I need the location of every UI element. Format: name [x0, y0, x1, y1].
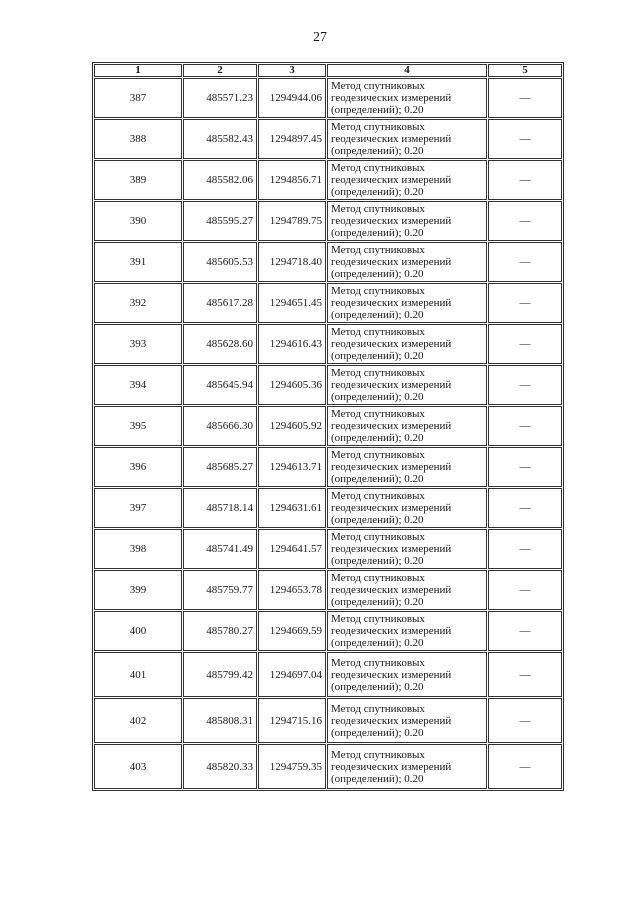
- page-number: 27: [313, 30, 327, 45]
- method-cell: [327, 698, 487, 743]
- table-header-row: [94, 64, 562, 77]
- method-cell: [327, 119, 487, 159]
- column-5-dash-cell: —: [488, 698, 562, 743]
- point-number-cell: 395: [94, 406, 182, 446]
- x-coordinate-cell: 485666.30: [183, 406, 257, 446]
- method-cell: [327, 78, 487, 118]
- method-line-1: Метод спутниковых: [331, 572, 425, 584]
- y-coordinate-cell: 1294605.92: [258, 406, 326, 446]
- method-line-2: геодезических измерений: [331, 543, 452, 555]
- method-line-3: (определений); 0.20: [331, 596, 424, 608]
- x-coordinate-cell: 485741.49: [183, 529, 257, 569]
- method-line-2: геодезических измерений: [331, 256, 452, 268]
- column-5-dash-cell: —: [488, 406, 562, 446]
- y-coordinate-cell: 1294613.71: [258, 447, 326, 487]
- method-line-2: геодезических измерений: [331, 174, 452, 186]
- y-coordinate-cell: 1294631.61: [258, 488, 326, 528]
- method-line-1: Метод спутниковых: [331, 285, 425, 297]
- method-cell: [327, 160, 487, 200]
- method-line-2: геодезических измерений: [331, 420, 452, 432]
- x-coordinate-cell: 485628.60: [183, 324, 257, 364]
- x-coordinate-cell: 485645.94: [183, 365, 257, 405]
- table-row: [94, 698, 562, 743]
- x-coordinate-cell: 485820.33: [183, 744, 257, 789]
- header-col-4: 4: [327, 64, 487, 77]
- y-coordinate-cell: 1294651.45: [258, 283, 326, 323]
- table-body: [94, 78, 562, 789]
- method-line-2: геодезических измерений: [331, 338, 452, 350]
- column-5-dash-cell: —: [488, 611, 562, 651]
- point-number-cell: 398: [94, 529, 182, 569]
- method-line-3: (определений); 0.20: [331, 432, 424, 444]
- table-row: [94, 283, 562, 323]
- method-line-2: геодезических измерений: [331, 668, 452, 681]
- header-col-5: 5: [488, 64, 562, 77]
- y-coordinate-cell: 1294697.04: [258, 652, 326, 697]
- method-line-1: Метод спутниковых: [331, 326, 425, 338]
- method-cell: [327, 488, 487, 528]
- method-line-2: геодезических измерений: [331, 461, 452, 473]
- table-row: [94, 242, 562, 282]
- method-line-3: (определений); 0.20: [331, 637, 424, 649]
- y-coordinate-cell: 1294897.45: [258, 119, 326, 159]
- y-coordinate-cell: 1294944.06: [258, 78, 326, 118]
- x-coordinate-cell: 485759.77: [183, 570, 257, 610]
- table-row: [94, 78, 562, 118]
- method-line-3: (определений); 0.20: [331, 555, 424, 567]
- method-line-3: (определений); 0.20: [331, 145, 424, 157]
- method-cell: [327, 447, 487, 487]
- method-line-1: Метод спутниковых: [331, 367, 425, 379]
- table-row: [94, 529, 562, 569]
- method-line-1: Метод спутниковых: [331, 408, 425, 420]
- point-number-cell: 391: [94, 242, 182, 282]
- method-line-2: геодезических измерений: [331, 133, 452, 145]
- point-number-cell: 387: [94, 78, 182, 118]
- x-coordinate-cell: 485617.28: [183, 283, 257, 323]
- header-col-3: 3: [258, 64, 326, 77]
- x-coordinate-cell: 485780.27: [183, 611, 257, 651]
- method-line-3: (определений); 0.20: [331, 186, 424, 198]
- column-5-dash-cell: —: [488, 570, 562, 610]
- method-line-2: геодезических измерений: [331, 92, 452, 104]
- y-coordinate-cell: 1294718.40: [258, 242, 326, 282]
- method-cell: [327, 570, 487, 610]
- header-col-2: 2: [183, 64, 257, 77]
- y-coordinate-cell: 1294641.57: [258, 529, 326, 569]
- method-cell: [327, 744, 487, 789]
- column-5-dash-cell: —: [488, 283, 562, 323]
- method-line-1: Метод спутниковых: [331, 490, 425, 502]
- method-line-1: Метод спутниковых: [331, 656, 425, 669]
- point-number-cell: 389: [94, 160, 182, 200]
- method-line-1: Метод спутниковых: [331, 244, 425, 256]
- y-coordinate-cell: 1294715.16: [258, 698, 326, 743]
- point-number-cell: 392: [94, 283, 182, 323]
- column-5-dash-cell: —: [488, 242, 562, 282]
- method-line-3: (определений); 0.20: [331, 514, 424, 526]
- point-number-cell: 393: [94, 324, 182, 364]
- column-5-dash-cell: —: [488, 119, 562, 159]
- column-5-dash-cell: —: [488, 447, 562, 487]
- method-line-1: Метод спутниковых: [331, 748, 425, 761]
- method-line-2: геодезических измерений: [331, 760, 452, 773]
- column-5-dash-cell: —: [488, 78, 562, 118]
- method-line-2: геодезических измерений: [331, 379, 452, 391]
- method-line-3: (определений); 0.20: [331, 309, 424, 321]
- table-row: [94, 201, 562, 241]
- x-coordinate-cell: 485685.27: [183, 447, 257, 487]
- method-cell: [327, 529, 487, 569]
- column-5-dash-cell: —: [488, 744, 562, 789]
- y-coordinate-cell: 1294653.78: [258, 570, 326, 610]
- method-cell: [327, 201, 487, 241]
- method-line-3: (определений); 0.20: [331, 227, 424, 239]
- method-line-1: Метод спутниковых: [331, 162, 425, 174]
- table-row: [94, 406, 562, 446]
- table-row: [94, 447, 562, 487]
- table-row: [94, 652, 562, 697]
- method-line-2: геодезических измерений: [331, 215, 452, 227]
- method-line-1: Метод спутниковых: [331, 613, 425, 625]
- method-line-3: (определений); 0.20: [331, 104, 424, 116]
- table-row: [94, 365, 562, 405]
- method-line-3: (определений); 0.20: [331, 772, 424, 785]
- method-line-2: геодезических измерений: [331, 584, 452, 596]
- method-line-3: (определений); 0.20: [331, 473, 424, 485]
- method-line-3: (определений); 0.20: [331, 350, 424, 362]
- method-line-1: Метод спутниковых: [331, 531, 425, 543]
- x-coordinate-cell: 485808.31: [183, 698, 257, 743]
- method-line-2: геодезических измерений: [331, 297, 452, 309]
- point-number-cell: 390: [94, 201, 182, 241]
- point-number-cell: 400: [94, 611, 182, 651]
- y-coordinate-cell: 1294856.71: [258, 160, 326, 200]
- column-5-dash-cell: —: [488, 201, 562, 241]
- header-col-1: 1: [94, 64, 182, 77]
- table-row: [94, 324, 562, 364]
- table-row: [94, 488, 562, 528]
- method-line-2: геодезических измерений: [331, 502, 452, 514]
- method-cell: [327, 283, 487, 323]
- x-coordinate-cell: 485582.43: [183, 119, 257, 159]
- method-line-3: (определений); 0.20: [331, 268, 424, 280]
- table-row: [94, 611, 562, 651]
- table-row: [94, 744, 562, 789]
- method-line-1: Метод спутниковых: [331, 203, 425, 215]
- point-number-cell: 403: [94, 744, 182, 789]
- table-row: [94, 160, 562, 200]
- method-cell: [327, 324, 487, 364]
- method-line-3: (определений); 0.20: [331, 726, 424, 739]
- point-number-cell: 399: [94, 570, 182, 610]
- column-5-dash-cell: —: [488, 365, 562, 405]
- method-line-1: Метод спутниковых: [331, 449, 425, 461]
- table-row: [94, 570, 562, 610]
- method-cell: [327, 242, 487, 282]
- point-number-cell: 396: [94, 447, 182, 487]
- column-5-dash-cell: —: [488, 488, 562, 528]
- method-line-2: геодезических измерений: [331, 714, 452, 727]
- x-coordinate-cell: 485595.27: [183, 201, 257, 241]
- point-number-cell: 394: [94, 365, 182, 405]
- method-cell: [327, 406, 487, 446]
- x-coordinate-cell: 485799.42: [183, 652, 257, 697]
- method-cell: [327, 365, 487, 405]
- method-cell: [327, 611, 487, 651]
- point-number-cell: 401: [94, 652, 182, 697]
- method-line-1: Метод спутниковых: [331, 121, 425, 133]
- point-number-cell: 402: [94, 698, 182, 743]
- point-number-cell: 388: [94, 119, 182, 159]
- method-line-3: (определений); 0.20: [331, 391, 424, 403]
- x-coordinate-cell: 485571.23: [183, 78, 257, 118]
- method-cell: [327, 652, 487, 697]
- y-coordinate-cell: 1294605.36: [258, 365, 326, 405]
- method-line-2: геодезических измерений: [331, 625, 452, 637]
- coordinates-table-container: [92, 62, 556, 791]
- x-coordinate-cell: 485718.14: [183, 488, 257, 528]
- column-5-dash-cell: —: [488, 529, 562, 569]
- table-row: [94, 119, 562, 159]
- column-5-dash-cell: —: [488, 324, 562, 364]
- method-line-3: (определений); 0.20: [331, 680, 424, 693]
- y-coordinate-cell: 1294759.35: [258, 744, 326, 789]
- y-coordinate-cell: 1294669.59: [258, 611, 326, 651]
- point-number-cell: 397: [94, 488, 182, 528]
- method-line-1: Метод спутниковых: [331, 702, 425, 715]
- y-coordinate-cell: 1294789.75: [258, 201, 326, 241]
- coordinates-table: [92, 62, 564, 791]
- column-5-dash-cell: —: [488, 652, 562, 697]
- x-coordinate-cell: 485605.53: [183, 242, 257, 282]
- y-coordinate-cell: 1294616.43: [258, 324, 326, 364]
- x-coordinate-cell: 485582.06: [183, 160, 257, 200]
- method-line-1: Метод спутниковых: [331, 80, 425, 92]
- column-5-dash-cell: —: [488, 160, 562, 200]
